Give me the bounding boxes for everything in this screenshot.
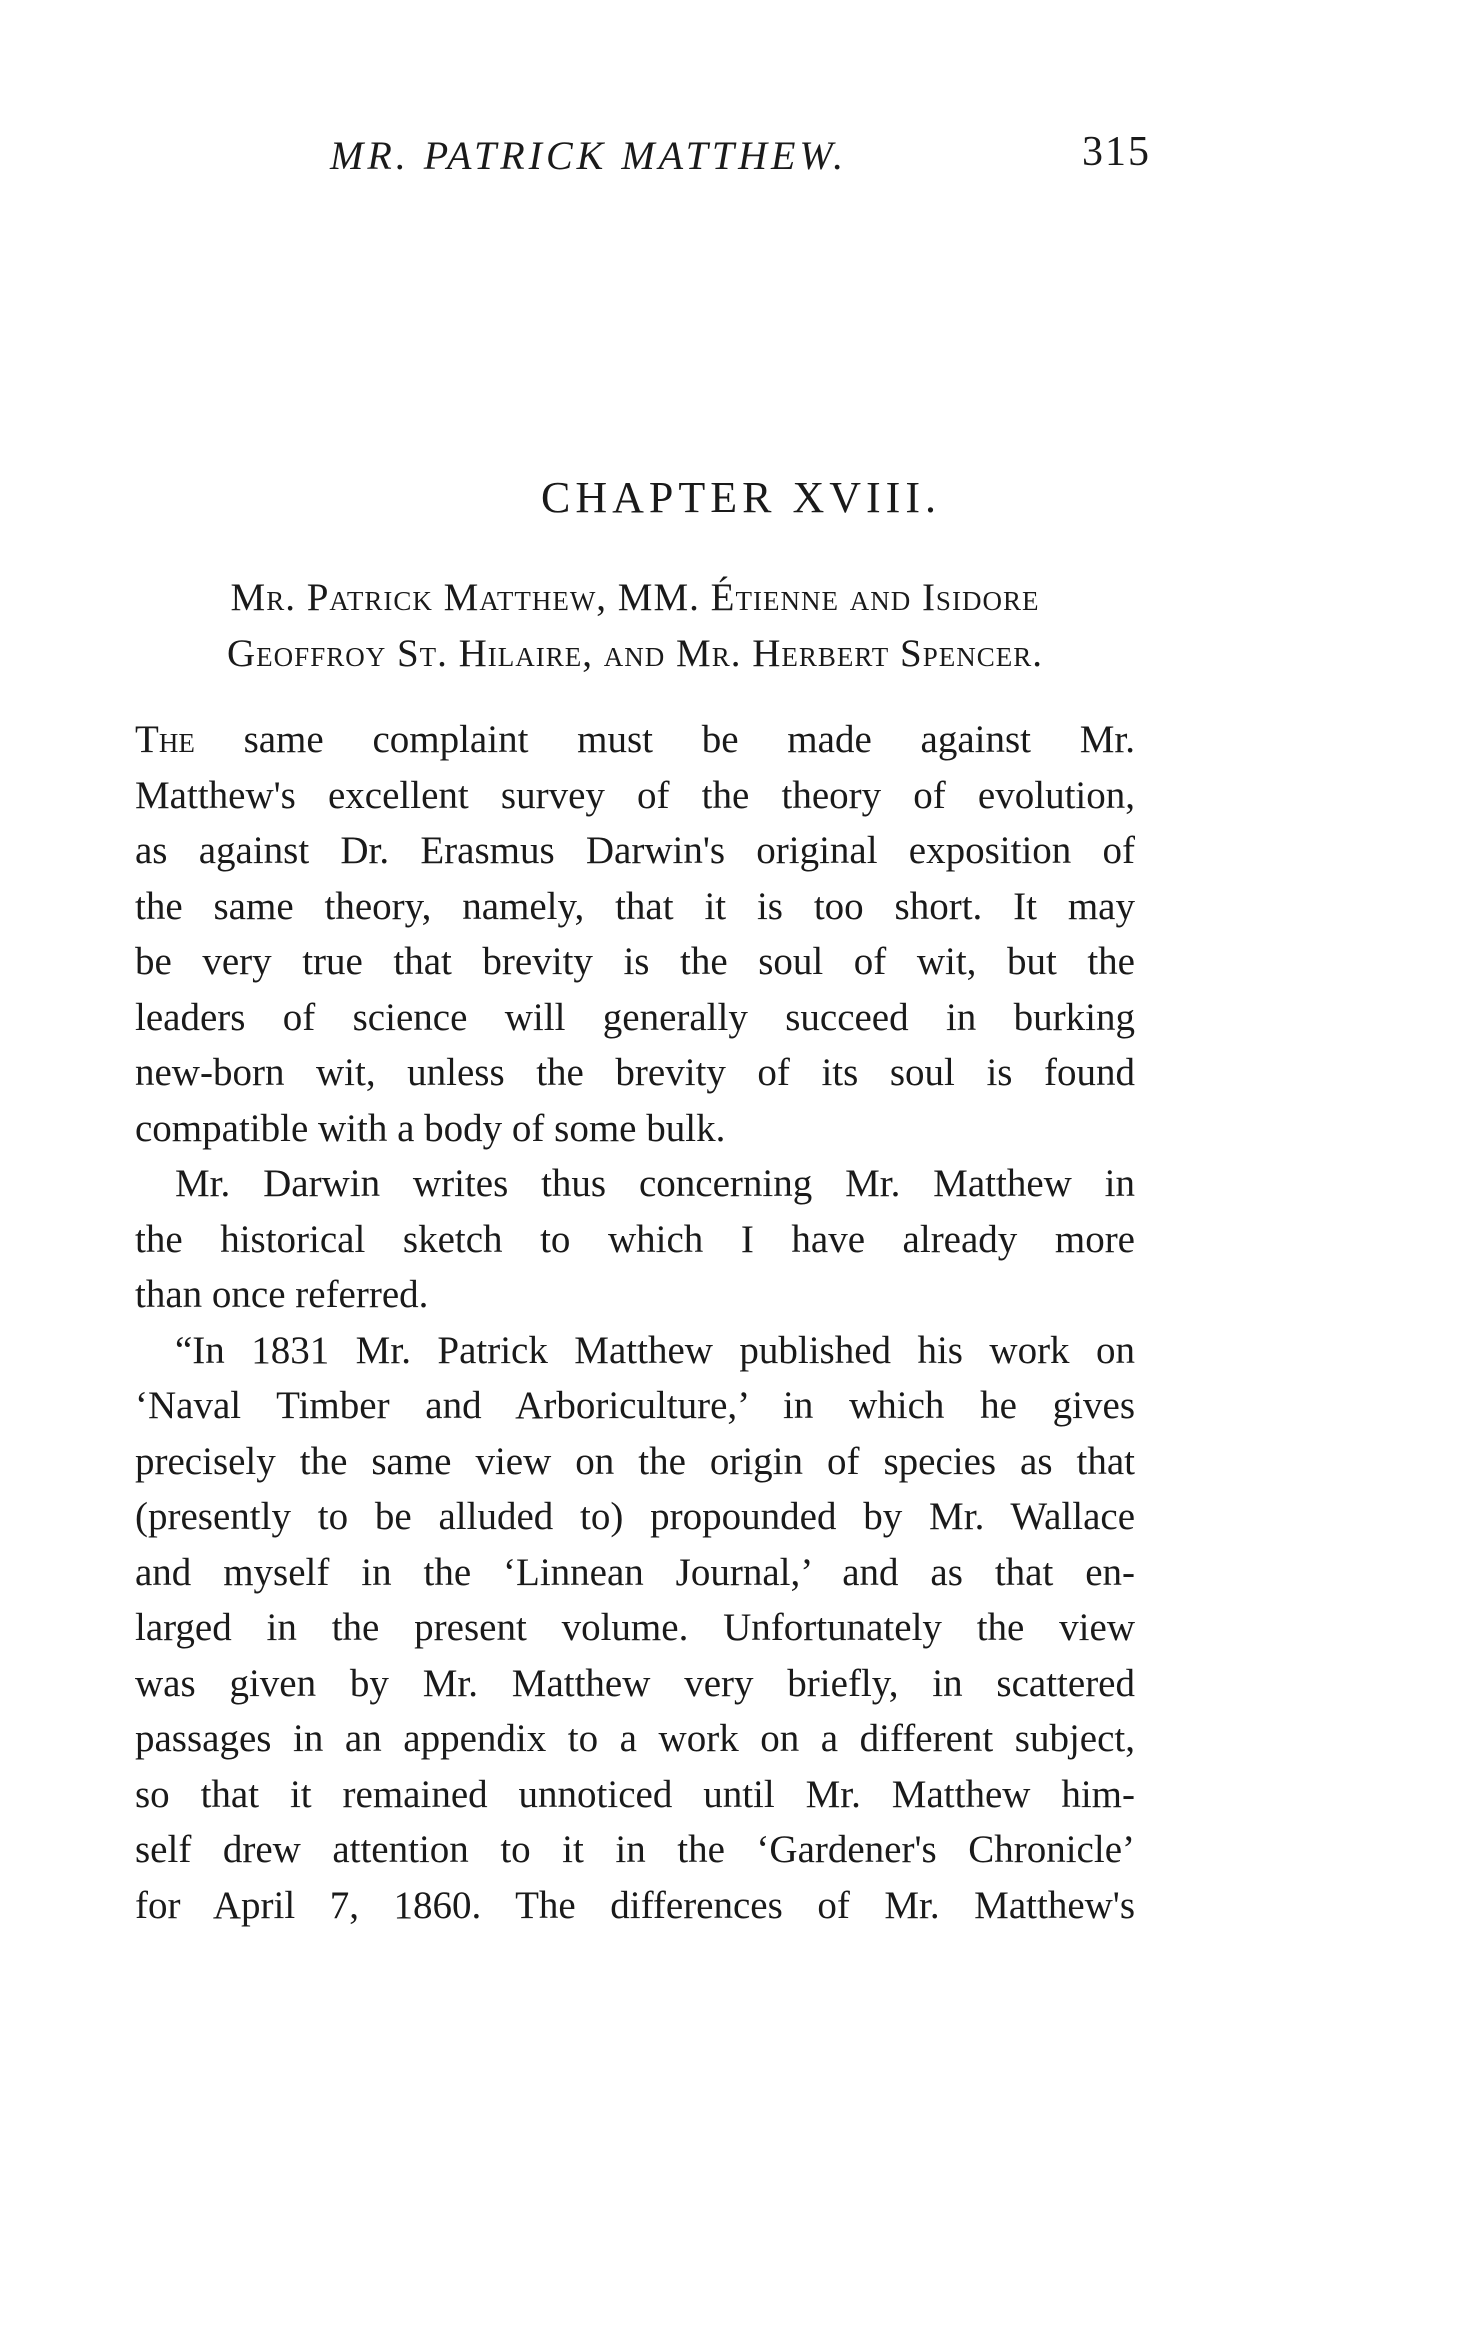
paragraph-3-line-4: (presently to be alluded to) propounded by Mr. Wallace	[135, 1495, 1135, 1538]
paragraph-3-line-6: larged in the present volume. Unfortunately the view	[135, 1606, 1135, 1649]
chapter-subtitle-line-1: Mr. Patrick Matthew, MM. Étienne and Isidore	[230, 576, 1040, 619]
chapter-subtitle-line-2: Geoffroy St. Hilaire, and Mr. Herbert Spencer.	[227, 632, 1043, 675]
paragraph-1-line-1	[135, 712, 1135, 768]
paragraph-1-lead-word: The	[135, 718, 195, 761]
paragraph-3-line-11: for April 7, 1860. The differences of Mr. Matthew's	[135, 1883, 1135, 1927]
body-text	[135, 712, 1135, 1933]
paragraph-2-line-1: Mr. Darwin writes thus concerning Mr. Matthew in	[175, 1162, 1135, 1205]
paragraph-2	[135, 1156, 1135, 1323]
paragraph-2-line-3: than once referred.	[135, 1273, 429, 1316]
chapter-heading: CHAPTER XVIII.	[541, 473, 941, 522]
paragraph-2-line-2: the historical sketch to which I have already more	[135, 1217, 1135, 1261]
paragraph-1-line-7: new-born wit, unless the brevity of its soul is found	[135, 1051, 1135, 1094]
paragraph-3-line-7: was given by Mr. Matthew very briefly, in scattered	[135, 1661, 1135, 1705]
paragraph-3-line-2: ‘Naval Timber and Arboriculture,’ in which he gives	[135, 1384, 1135, 1427]
paragraph-1-line-5: be very true that brevity is the soul of wit, but the	[135, 940, 1135, 983]
paragraph-3-line-9: so that it remained unnoticed until Mr. Matthew him-	[135, 1772, 1135, 1816]
paragraph-3-line-10: self drew attention to it in the ‘Gardener's Chronicle’	[135, 1828, 1135, 1871]
paragraph-1	[135, 712, 1135, 1156]
paragraph-3-line-3: precisely the same view on the origin of species as that	[135, 1439, 1135, 1483]
paragraph-1-line-3: as against Dr. Erasmus Darwin's original exposition of	[135, 829, 1135, 872]
paragraph-3	[135, 1323, 1135, 1934]
paragraph-3-line-1: “In 1831 Mr. Patrick Matthew published his work on	[175, 1328, 1135, 1372]
paragraph-1-line-6: leaders of science will generally succeed in burking	[135, 995, 1135, 1039]
paragraph-1-line-4: the same theory, namely, that it is too short. It may	[135, 884, 1135, 928]
chapter-subtitle	[135, 570, 1135, 682]
paragraph-1-line-2: Matthew's excellent survey of the theory of evolution,	[135, 773, 1135, 817]
paragraph-1-line-8: compatible with a body of some bulk.	[135, 1106, 726, 1150]
page-number: 315	[1082, 129, 1151, 175]
paragraph-1-line-1-text: same complaint must be made against Mr.	[194, 718, 1135, 761]
paragraph-3-line-5: and myself in the ‘Linnean Journal,’ and as that en-	[135, 1550, 1135, 1594]
paragraph-3-line-8: passages in an appendix to a work on a different subject,	[135, 1717, 1135, 1760]
running-title: MR. PATRICK MATTHEW.	[330, 133, 848, 178]
